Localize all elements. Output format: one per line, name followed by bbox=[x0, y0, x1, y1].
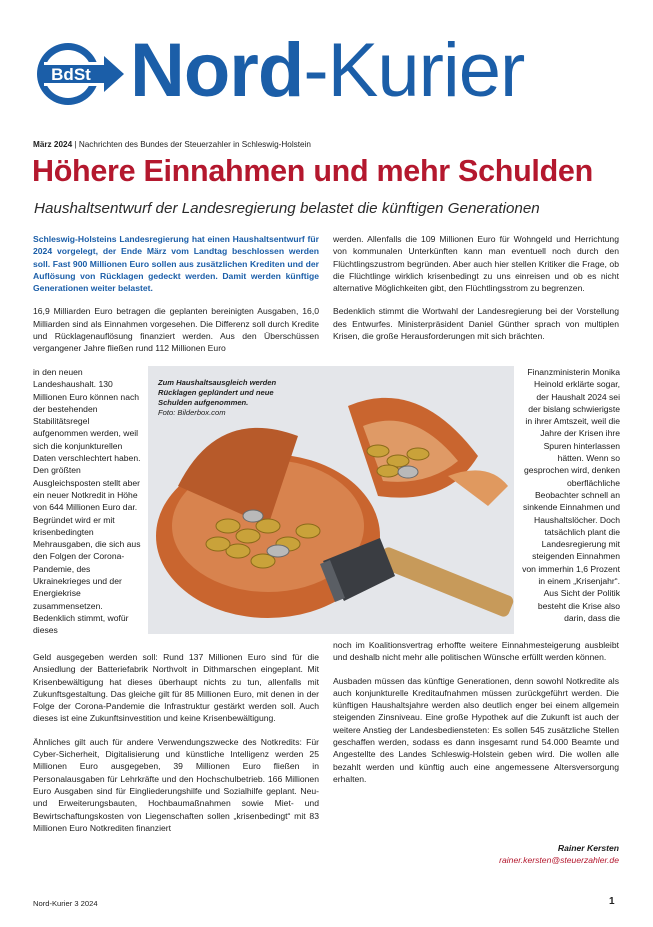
page-number: 1 bbox=[609, 896, 615, 907]
author-name: Rainer Kersten bbox=[557, 843, 619, 853]
column-left-wrap: in den neuen Landeshaushalt. 130 Millionen Euro können nach der bestehenden Stabilitätsregel aufgenommen werden, weil sich die konjunkturellen Daten verschlechtert haben. Den größten Ausgleichsposten stellt aber ein neuer Notkredit in Höhe von 644 Millionen Euro dar. Begründet wird er mit krisenbedingten Mehrausgaben, die sich aus den Folgen der Corona-Pandemie, des Ukrainekrieges und der Energiekrise zusammensetzen. Bedenklich stimmt, wofür dieses bbox=[33, 367, 141, 636]
brand-title: Nord-Kurier bbox=[130, 28, 525, 113]
issue-line: März 2024 | Nachrichten des Bundes der Steuerzahler in Schleswig-Holstein bbox=[33, 140, 311, 149]
lead-paragraph: Schleswig-Holsteins Landesregierung hat einen Haushaltsentwurf für 2024 vorgelegt, der Ende März vom Landtag beschlossen werden soll. Fast 900 Millionen Euro sollen aus zusätzlichen Krediten und der Auflösung von Rücklagen gedeckt werden. Damit werden künftige Generationen weiter belastet. bbox=[33, 234, 319, 294]
masthead bbox=[32, 28, 632, 120]
issue-date: März 2024 bbox=[33, 140, 73, 149]
image-credit: Foto: Bilderbox.com bbox=[158, 408, 226, 417]
body-paragraph: 16,9 Milliarden Euro betragen die geplanten bereinigten Ausgaben, 16,0 Milliarden sind als Einnahmen vorgesehen. Die Differenz soll durch Kredite und Rücklagenauflösung finanziert werden. Aus den Überschüssen vergangener Jahre fließen rund 112 Millionen Euro bbox=[33, 306, 319, 354]
column-left-top bbox=[33, 233, 319, 366]
column-right-top bbox=[333, 233, 619, 353]
column-right-bottom bbox=[333, 639, 619, 796]
body-paragraph: Ausbaden müssen das künftige Generationen, denn sowohl Notkredite als auch konjunkturelle Kreditaufnahmen müssen zurückgeführt werden. Die künftigen Haushaltsjahre werden also deutlich enger bei einem allgemein steigenden Zinsniveau. Eine große Hypothek auf die Zukunft ist auch der weitere Anstieg der Landesbediensteten: Es sollen 545 zusätzliche Stellen geschaffen werden, sodass es dann insgesamt rund 54.000 Beamte und Angestellte des Landes Schleswig-Holstein geben wird. Die wollen alle bezahlt werden und künftig auch eine angemessene Altersversorgung erhalten. bbox=[333, 675, 619, 784]
column-right-wrap: Finanzministerin Monika Heinold erklärte sogar, der Haushalt 2024 sei der bislang schwierigste in ihrer Amtszeit, weil die Jahre der Krisen ihre Spuren hinterlassen hätten. Wenn so gesprochen wird, denken oberflächliche Beobachter schnell an sinkende Einnahmen und Haushaltslöcher. Doch tatsächlich plant die Landesregierung mit steigenden Einnahmen von immerhin 1,6 Prozent in einem „Krisenjahr“. Aus Sicht der Politik besteht die Krise also darin, dass die bbox=[522, 367, 620, 623]
bdst-logo bbox=[34, 38, 126, 110]
author-block bbox=[333, 842, 619, 867]
headline: Höhere Einnahmen und mehr Schulden bbox=[32, 154, 593, 188]
footer-publication: Nord-Kurier 3 2024 bbox=[33, 899, 98, 908]
issue-description: Nachrichten des Bundes der Steuerzahler in Schleswig-Holstein bbox=[78, 140, 311, 149]
body-paragraph: noch im Koalitionsvertrag erhoffte weitere Einnahmesteigerung ausbleibt und deshalb nicht mehr alle politischen Wünsche erfüllt werden können. bbox=[333, 640, 619, 663]
body-paragraph: Geld ausgegeben werden soll: Rund 137 Millionen Euro sind für die Ansiedlung der Batteriefabrik Northvolt in Dithmarschen eingeplant. Mit Krisenbewältigung hat dieses überhaupt nichts zu tun, allenfalls mit Zukunftsgestaltung. Das gleiche gilt für 85 Millionen Euro, mit denen in der Folge der Corona-Pandemie die Infrastruktur gestärkt werden soll. Auch dieses ist eine Zukunftsinvestition und keine Krisenbewältigung. bbox=[33, 652, 319, 724]
author-email-link[interactable]: rainer.kersten@steuerzahler.de bbox=[499, 855, 619, 866]
logo-text: BdSt bbox=[51, 65, 91, 84]
body-paragraph: Bedenklich stimmt die Wortwahl der Landesregierung bei der Vorstellung des Entwurfes. Ministerpräsident Daniel Günther sprach von multiplen Krisen, die große Herausforderungen mit sich brächten. bbox=[333, 306, 619, 342]
image-caption: Zum Haushaltsausgleich werden Rücklagen geplündert und neue Schulden aufgenommen. Foto: Bilderbox.com bbox=[158, 378, 277, 417]
body-paragraph: Ähnliches gilt auch für andere Verwendungszwecke des Notkredits: Für Cyber-Sicherheit, Digitalisierung und künstliche Intelligenz werden 25 Millionen Euro ausgegeben, 39 Millionen Euro fließen in Personalausgaben für Lehrkräfte und den Hochschulbetrieb. 166 Millionen Euro Ausgaben sind für Eingliederungshilfe und Sozialhilfe geplant. Neu- und Erweiterungsbauten, Hochbaumaßnahmen sowie Miet- und Bewirtschaftungskosten von Liegenschaften sollen „krisenbedingt“ mit 83 Millionen Euro Notkrediten finanziert bbox=[33, 736, 319, 833]
subheadline: Haushaltsentwurf der Landesregierung belastet die künftigen Generationen bbox=[34, 200, 540, 217]
body-paragraph: werden. Allenfalls die 109 Millionen Euro für Wohngeld und Herrichtung von kommunalen Unterkünften kann man eventuell noch durch den Flüchtlingszustrom begründen. Aber auch hier stellen Kritiker die Frage, ob die Flüchtlinge wirklich krisenbedingt zu uns einreisen und ob es nicht alternative Möglichkeiten gibt, den Flüchtlingsstrom zu begrenzen. bbox=[333, 234, 619, 294]
column-left-bottom bbox=[33, 651, 319, 845]
